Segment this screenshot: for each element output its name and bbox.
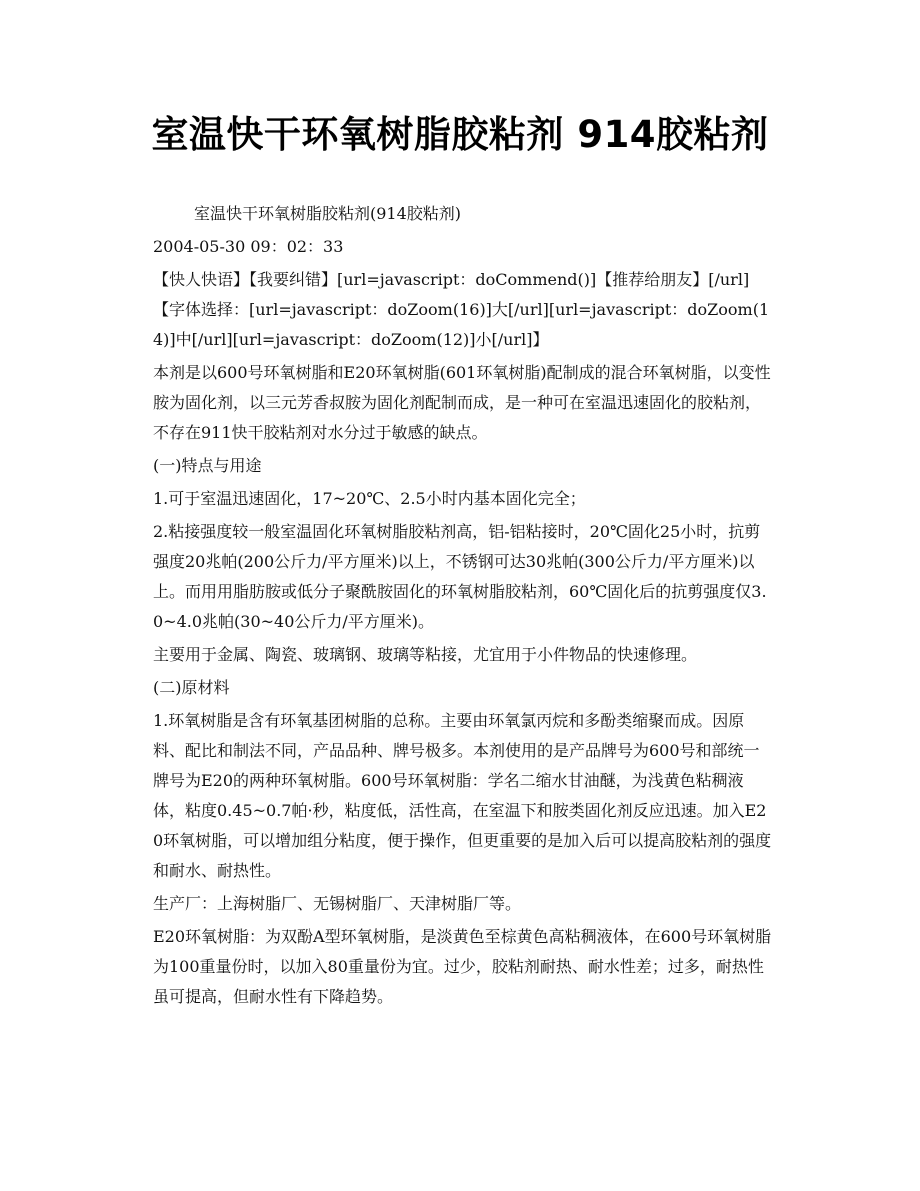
toolbar-text-paragraph: 【快人快语】【我要纠错】[url=javascript：doCommend()]【推荐给朋友】[/url]【字体选择：[url=javascript：doZoom(16)]大[/url][url=javascript：doZoom(14)]中[/url][url=javascript：doZoom(12)]小[/url]】 — [153, 270, 770, 349]
material-item-1: 1.环氧树脂是含有环氧基团树脂的总称。主要由环氧氯丙烷和多酚类缩聚而成。因原料、配比和制法不同，产品品种、牌号极多。本剂使用的是产品牌号为600号和部统一牌号为E20的两种环氧树脂。600号环氧树脂：学名二缩水甘油醚，为浅黄色粘稠液体，粘度0.45~0.7帕·秒，粘度低，活性高，在室温下和胺类固化剂反应迅速。加入E20环氧树脂，可以增加组分粘度，便于操作，但更重要的是加入后可以提高胶粘剂的强度和耐水、耐热性。 — [153, 711, 772, 880]
feature-item-1: 1.可于室温迅速固化，17~20℃、2.5小时内基本固化完全； — [153, 489, 586, 508]
feature-item-2: 2.粘接强度较一般室温固化环氧树脂胶粘剂高，铝-铝粘接时，20℃固化25小时，抗剪强度20兆帕(200公斤力/平方厘米)以上，不锈钢可达30兆帕(300公斤力/平方厘米)以上。而用用脂肪胺或低分子聚酰胺固化的环氧树脂胶粘剂，60℃固化后的抗剪强度仅3.0~4.0兆帕(30~40公斤力/平方厘米)。 — [153, 522, 767, 631]
subtitle-paragraph: 室温快干环氧树脂胶粘剂(914胶粘剂) — [194, 204, 462, 223]
document-body — [153, 199, 773, 1015]
page-title: 室温快干环氧树脂胶粘剂 914胶粘剂 — [151, 113, 769, 156]
e20-resin-paragraph: E20环氧树脂：为双酚A型环氧树脂，是淡黄色至棕黄色高粘稠液体，在600号环氧树脂为100重量份时，以加入80重量份为宜。过少，胶粘剂耐热、耐水性差；过多，耐热性虽可提高，但耐水性有下降趋势。 — [153, 927, 772, 1006]
timestamp-paragraph: 2004-05-30 09：02：33 — [153, 237, 344, 256]
manufacturers-paragraph: 生产厂：上海树脂厂、无锡树脂厂、天津树脂厂等。 — [153, 894, 522, 913]
section-heading-materials: (二)原材料 — [153, 678, 230, 697]
intro-paragraph: 本剂是以600号环氧树脂和E20环氧树脂(601环氧树脂)配制成的混合环氧树脂，以变性胺为固化剂，以三元芳香叔胺为固化剂配制而成，是一种可在室温迅速固化的胶粘剂，不存在911快干胶粘剂对水分过于敏感的缺点。 — [153, 363, 771, 442]
section-heading-features: (一)特点与用途 — [153, 456, 262, 475]
usage-paragraph: 主要用于金属、陶瓷、玻璃钢、玻璃等粘接，尤宜用于小件物品的快速修理。 — [153, 645, 698, 664]
